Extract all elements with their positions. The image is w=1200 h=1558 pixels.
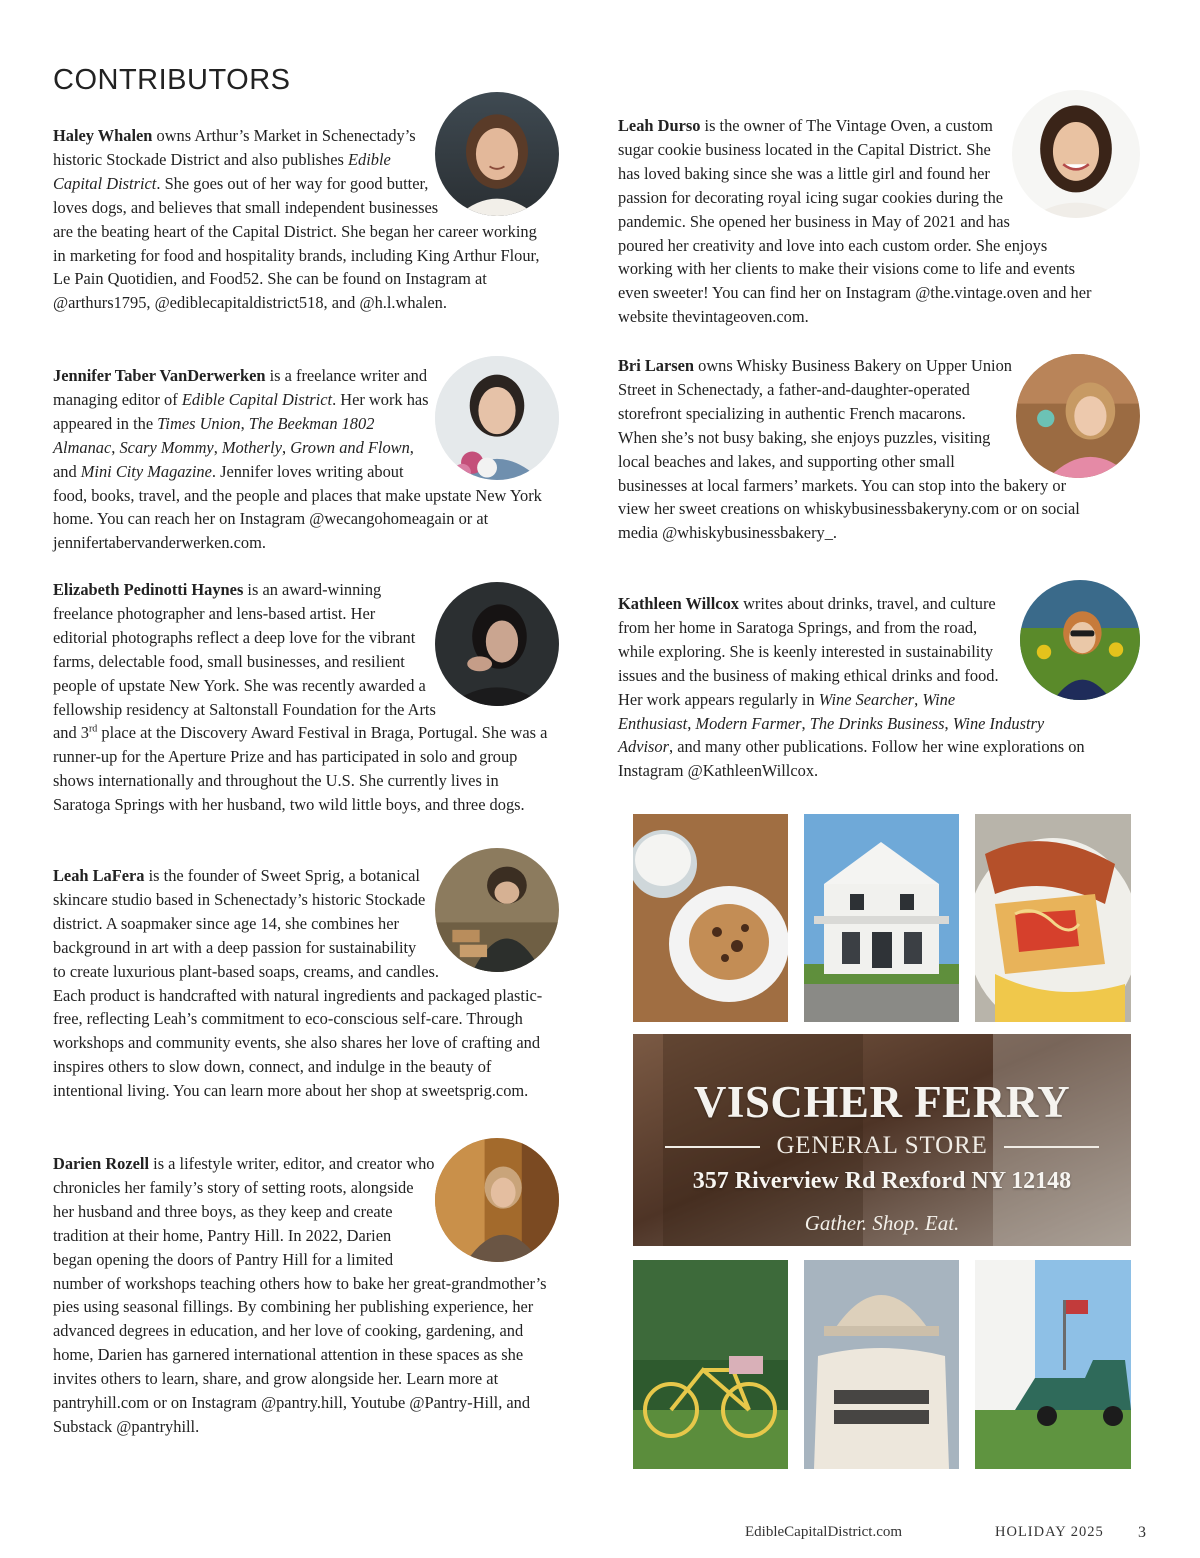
contributor-photo — [1020, 580, 1140, 700]
ad-photo-storefront — [804, 814, 959, 1022]
publication-title: Grown and Flown — [290, 437, 410, 457]
bio-text-segment: owns Whisky Business Bakery on Upper Union Street in Schenectady, a father-and-daughter-operated storefront specializing in authentic French macarons. When she’s not busy baking, she enjoys puzzles, visiting local beaches and lakes, and supporting other small businesses at local farmers’ markets. You can stop into the bakery or view her sweet creations on whiskybusinessbakeryny.com or on social media @whiskybusinessbakery_. — [618, 356, 1080, 543]
portrait-image — [435, 356, 559, 480]
bio-text-segment: is an award-winning freelance photographer and lens-based artist. Her editorial photographs reflect a deep love for the vibrant farms, delectable food, small businesses, and resilient people of upstate New York. She was recently awarded a fellowship residency at Saltonstall Foundation for the Arts and 3 — [53, 580, 436, 743]
contributor-name: Leah Durso — [618, 116, 701, 135]
contributor-name: Elizabeth Pedinotti Haynes — [53, 580, 244, 599]
contributor-name: Leah LaFera — [53, 866, 145, 885]
bio-text-segment: . Her work has appeared in the — [53, 389, 429, 433]
contributor-photo — [435, 848, 559, 972]
ad-banner — [633, 1034, 1131, 1246]
contributor-photo — [435, 582, 559, 706]
bio-text-segment: , — [240, 413, 249, 433]
bio-text-segment: , — [213, 437, 222, 457]
page-number: 3 — [1138, 1524, 1146, 1541]
bio-text-segment: . Jennifer loves writing about food, books, travel, and the people and places that make upstate New York home. You can reach her on Instagram @wecangohomeagain or at jennifertabervanderwerken.com. — [53, 461, 542, 553]
publication-title: The Drinks Business — [809, 713, 945, 733]
publication-title: Times Union — [157, 413, 241, 433]
page-title: CONTRIBUTORS — [53, 64, 291, 96]
bio-text-segment: , and many other publications. Follow her wine explorations on Instagram @KathleenWillcox. — [618, 737, 1085, 781]
vischer-ferry-ad[interactable] — [633, 814, 1131, 1469]
ad-photo-bicycle — [633, 1260, 788, 1469]
contributor-bio-leah-lafera — [53, 864, 553, 1103]
bio-text-segment: , — [111, 437, 120, 457]
contributor-bio-text — [618, 356, 1080, 542]
contributor-bio-leah-durso — [618, 114, 1096, 329]
bio-text-segment: is a lifestyle writer, editor, and creator who chronicles her family’s story of setting roots, alongside her husband and three boys, as they keep and create tradition at their home, Pantry Hill. In 2022, Darien began opening the doors of Pantry Hill for a limited number of workshops teaching others how to bake her great-grandmother’s pies using seasonal fillings. By combining her publishing experience, her advanced degrees in education, and her love of cooking, gardening, and home, Darien has garnered international attention in these spaces as she invites others to learn, share, and grow alongside her. Learn more at pantryhill.com or on Instagram @pantry.hill, Youtube @Pantry-Hill, and Substack @pantryhill. — [53, 1154, 547, 1436]
portrait-image — [435, 92, 559, 216]
bio-text-segment: , and — [53, 437, 414, 481]
contributor-name: Haley Whalen — [53, 126, 153, 145]
contributor-name: Darien Rozell — [53, 1154, 150, 1173]
bio-text-segment: is a freelance writer and managing editor of — [53, 366, 428, 409]
publication-title: Mini City Magazine — [80, 461, 212, 481]
ad-photo-merch — [804, 1260, 959, 1469]
ad-photo-truck — [975, 1260, 1131, 1469]
ad-photo-breakfast — [975, 814, 1131, 1022]
portrait-image — [435, 582, 559, 706]
contributor-photo — [435, 92, 559, 216]
publication-title: Motherly — [221, 437, 282, 457]
contributor-bio-kathleen-willcox — [618, 592, 1096, 783]
contributor-name: Jennifer Taber VanDerwerken — [53, 366, 266, 385]
publication-title: The Beekman 1802 Almanac — [53, 413, 375, 457]
bio-text-segment: is the owner of The Vintage Oven, a custom sugar cookie business located in the Capital District. She has loved baking since she was a little girl and found her passion for decorating royal icing sugar cookies during the pandemic. She opened her business in May of 2021 and has poured her creativity and love into each custom order. She enjoys working with her clients to make their visions come to life and events even sweeter! You can find her on Instagram @the.vintage.oven and her website thevintageoven.com. — [618, 116, 1092, 327]
contributor-bio-jennifer-taber-vanderwerken — [53, 364, 553, 555]
contributor-photo — [1012, 90, 1140, 218]
publication-title: Wine Searcher — [818, 689, 915, 709]
portrait-image — [1020, 580, 1140, 700]
contributor-bio-darien-rozell — [53, 1152, 553, 1439]
bio-text-segment: is the founder of Sweet Sprig, a botanical skincare studio based in Schenectady’s historic Stockade district. A soapmaker since age 14, she combines her background in art with a deep passion for sustainability to create luxurious plant-based soaps, creams, and candles. Each product is handcrafted with natural ingredients and packaged plastic-free, reflecting Leah’s commitment to eco-conscious self-care. Through workshops and community events, she also shares her love of crafting and inspires others to slow down, connect, and indulge in the beauty of intentional living. You can learn more about her shop at sweetsprig.com. — [53, 866, 543, 1101]
bio-text-segment: , — [281, 437, 291, 457]
bio-text-segment: , — [914, 689, 923, 709]
ad-address: 357 Riverview Rd Rexford NY 12148 — [692, 1168, 1072, 1194]
bio-text-segment: . She goes out of her way for good butter, loves dogs, and believes that small independent businesses are the beating heart of the Capital District. She began her career working in marketing for food and hospitality brands, including King Arthur Flour, Le Pain Quotidien, and Food52. She can be found on Instagram at @arthurs1795, @ediblecapitaldistrict518, and @h.l.whalen. — [53, 173, 540, 313]
ordinal-suffix: rd — [88, 723, 98, 735]
bio-text-segment: place at the Discovery Award Festival in Braga, Portugal. She was a runner-up for the Aperture Prize and has participated in solo and group shows internationally and throughout the U.S. She currently lives in Saratoga Springs with her husband, two wild little boys, and three dogs. — [53, 723, 548, 815]
contributor-name: Kathleen Willcox — [618, 594, 739, 613]
publication-title: Wine Industry Advisor — [618, 713, 1045, 757]
contributor-bio-haley-whalen — [53, 124, 553, 315]
footer-issue: HOLIDAY 2025 — [995, 1524, 1104, 1540]
ad-business-subtitle: GENERAL STORE — [776, 1132, 988, 1159]
contributor-name: Bri Larsen — [618, 356, 695, 375]
portrait-image — [435, 848, 559, 972]
portrait-image — [1016, 354, 1140, 478]
publication-title: Edible Capital District — [53, 149, 391, 193]
contributor-bio-elizabeth-pedinotti-haynes — [53, 578, 553, 817]
publication-title: Wine Enthusiast — [618, 689, 956, 733]
footer-website: EdibleCapitalDistrict.com — [745, 1524, 903, 1540]
contributor-bio-bri-larsen — [618, 354, 1096, 545]
portrait-image — [435, 1138, 559, 1262]
publication-title: Modern Farmer — [695, 713, 802, 733]
bio-text-segment: , — [687, 713, 696, 733]
contributor-photo — [435, 356, 559, 480]
publication-title: Edible Capital District — [181, 389, 333, 409]
contributor-photo — [1016, 354, 1140, 478]
ad-photo-cookie — [633, 814, 788, 1022]
contributor-bio-text — [618, 594, 1085, 780]
contributor-photo — [435, 1138, 559, 1262]
ad-business-name: VISCHER FERRY — [693, 1077, 1071, 1127]
publication-title: Scary Mommy — [119, 437, 214, 457]
portrait-image — [1012, 90, 1140, 218]
bio-text-segment: , — [944, 713, 953, 733]
bio-text-segment: , — [801, 713, 810, 733]
bio-text-segment: writes about drinks, travel, and culture from her home in Saratoga Springs, and from the road, while exploring. She is keenly interested in sustainability issues and the business of making ethical drinks and food. Her work appears regularly in — [618, 594, 999, 709]
ad-tagline: Gather. Shop. Eat. — [804, 1211, 960, 1235]
bio-text-segment: owns Arthur’s Market in Schenectady’s historic Stockade District and also publishes — [53, 126, 416, 169]
